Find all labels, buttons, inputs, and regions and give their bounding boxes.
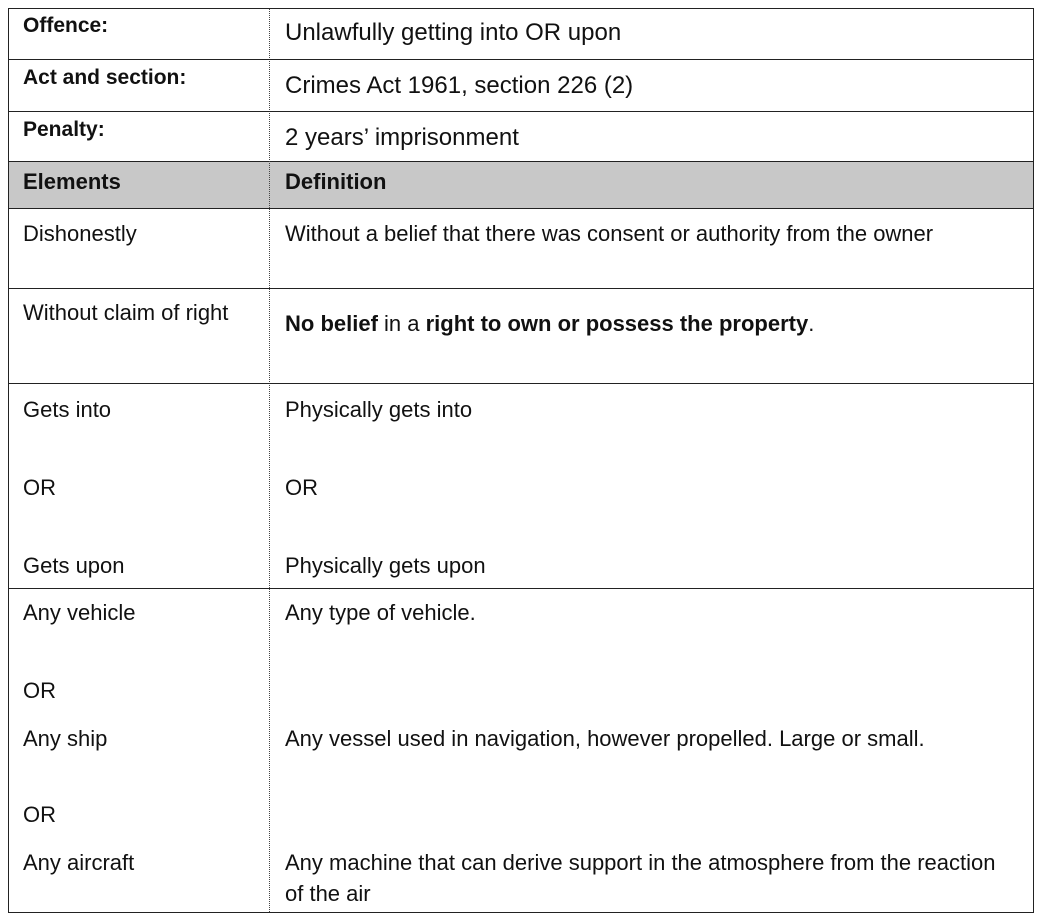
element-any-ship: Any ship: [23, 726, 108, 751]
def-text-period: .: [808, 311, 815, 336]
element-any-aircraft: Any aircraft: [23, 850, 135, 875]
element-claim-of-right: Without claim of right: [23, 300, 229, 325]
offence-value: Unlawfully getting into OR upon: [285, 19, 622, 46]
definition-dishonestly: Without a belief that there was consent or authority from the owner: [285, 221, 934, 246]
element-gets-into: Gets into: [23, 397, 112, 422]
offence-table: [8, 8, 1034, 913]
offence-row: [9, 9, 1033, 59]
header-divider: [269, 161, 270, 208]
table-row: [9, 383, 1033, 588]
act-row: [9, 59, 1033, 111]
element-or: OR: [23, 802, 56, 827]
penalty-label: Penalty:: [23, 118, 105, 141]
table-row: [9, 208, 1033, 288]
definition-any-vehicle: Any type of vehicle.: [285, 600, 476, 625]
offence-label: Offence:: [23, 14, 109, 37]
penalty-value: 2 years’ imprisonment: [285, 124, 519, 151]
element-or: OR: [23, 678, 56, 703]
definition-claim-of-right: [285, 308, 1019, 339]
act-value: Crimes Act 1961, section 226 (2): [285, 72, 634, 99]
definition-gets-upon: Physically gets upon: [285, 553, 486, 578]
table-row: [9, 588, 1033, 914]
def-text-in-a: in a: [377, 311, 426, 336]
elements-header: Elements: [23, 169, 121, 194]
definition-any-aircraft: Any machine that can derive support in the atmosphere from the reaction of the air: [285, 850, 996, 906]
definition-any-ship: Any vessel used in navigation, however propelled. Large or small.: [285, 726, 925, 751]
table-row: [9, 288, 1033, 383]
def-bold-no-belief: No belief: [285, 311, 378, 336]
table-header: [9, 161, 1033, 208]
element-dishonestly: Dishonestly: [23, 221, 137, 246]
definition-header: Definition: [285, 169, 387, 194]
penalty-row: [9, 111, 1033, 161]
definition-or: OR: [285, 475, 318, 500]
element-or: OR: [23, 475, 56, 500]
definition-gets-into: Physically gets into: [285, 397, 473, 422]
element-any-vehicle: Any vehicle: [23, 600, 136, 625]
act-label: Act and section:: [23, 66, 187, 89]
def-bold-right: right to own or possess the property: [425, 311, 809, 336]
element-gets-upon: Gets upon: [23, 553, 125, 578]
